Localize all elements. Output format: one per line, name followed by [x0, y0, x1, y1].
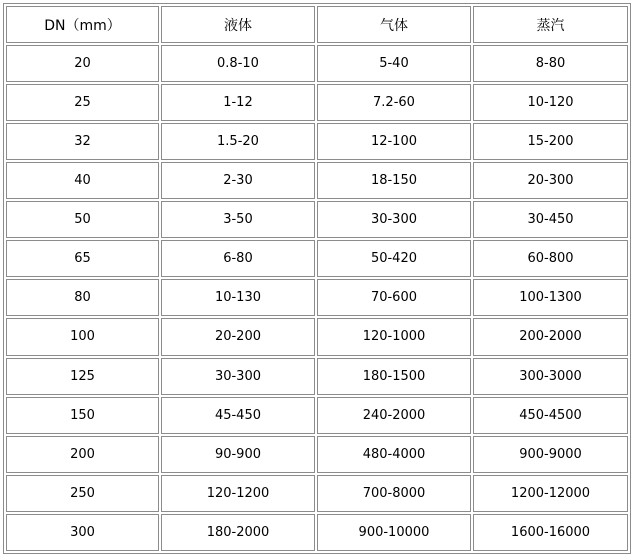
header-steam: 蒸汽	[473, 6, 628, 43]
cell-liquid: 120-1200	[161, 475, 315, 512]
cell-gas: 180-1500	[317, 358, 471, 395]
cell-steam: 20-300	[473, 162, 628, 199]
cell-dn: 50	[6, 201, 159, 238]
table-row	[6, 240, 628, 277]
cell-dn: 125	[6, 358, 159, 395]
cell-liquid: 90-900	[161, 436, 315, 473]
cell-liquid: 0.8-10	[161, 45, 315, 82]
cell-steam: 8-80	[473, 45, 628, 82]
cell-steam: 100-1300	[473, 279, 628, 316]
cell-dn: 300	[6, 514, 159, 551]
cell-liquid: 20-200	[161, 318, 315, 355]
cell-dn: 20	[6, 45, 159, 82]
cell-dn: 40	[6, 162, 159, 199]
cell-liquid: 45-450	[161, 397, 315, 434]
cell-gas: 50-420	[317, 240, 471, 277]
cell-liquid: 1.5-20	[161, 123, 315, 160]
cell-gas: 900-10000	[317, 514, 471, 551]
cell-steam: 15-200	[473, 123, 628, 160]
flow-range-table	[4, 4, 630, 553]
cell-gas: 5-40	[317, 45, 471, 82]
cell-steam: 60-800	[473, 240, 628, 277]
cell-dn: 100	[6, 318, 159, 355]
cell-liquid: 180-2000	[161, 514, 315, 551]
cell-liquid: 6-80	[161, 240, 315, 277]
table-row	[6, 397, 628, 434]
cell-dn: 150	[6, 397, 159, 434]
cell-liquid: 2-30	[161, 162, 315, 199]
table-header-row	[6, 6, 628, 43]
table-row	[6, 436, 628, 473]
cell-gas: 120-1000	[317, 318, 471, 355]
cell-gas: 12-100	[317, 123, 471, 160]
table-row	[6, 123, 628, 160]
cell-steam: 450-4500	[473, 397, 628, 434]
table-row	[6, 358, 628, 395]
table-row	[6, 84, 628, 121]
cell-steam: 30-450	[473, 201, 628, 238]
cell-liquid: 10-130	[161, 279, 315, 316]
cell-steam: 1600-16000	[473, 514, 628, 551]
table-row	[6, 162, 628, 199]
table-row	[6, 45, 628, 82]
cell-gas: 480-4000	[317, 436, 471, 473]
cell-steam: 10-120	[473, 84, 628, 121]
cell-gas: 240-2000	[317, 397, 471, 434]
cell-liquid: 1-12	[161, 84, 315, 121]
table-row	[6, 279, 628, 316]
cell-dn: 250	[6, 475, 159, 512]
cell-dn: 25	[6, 84, 159, 121]
cell-dn: 80	[6, 279, 159, 316]
cell-steam: 200-2000	[473, 318, 628, 355]
cell-gas: 700-8000	[317, 475, 471, 512]
cell-liquid: 3-50	[161, 201, 315, 238]
cell-liquid: 30-300	[161, 358, 315, 395]
cell-steam: 300-3000	[473, 358, 628, 395]
table-row	[6, 514, 628, 551]
flow-range-table-container	[3, 3, 631, 554]
cell-steam: 1200-12000	[473, 475, 628, 512]
cell-dn: 65	[6, 240, 159, 277]
table-row	[6, 475, 628, 512]
header-dn: DN（mm）	[6, 6, 159, 43]
cell-gas: 18-150	[317, 162, 471, 199]
cell-gas: 30-300	[317, 201, 471, 238]
header-gas: 气体	[317, 6, 471, 43]
cell-dn: 32	[6, 123, 159, 160]
header-liquid: 液体	[161, 6, 315, 43]
cell-gas: 70-600	[317, 279, 471, 316]
table-body	[6, 45, 628, 551]
cell-gas: 7.2-60	[317, 84, 471, 121]
cell-dn: 200	[6, 436, 159, 473]
cell-steam: 900-9000	[473, 436, 628, 473]
table-row	[6, 201, 628, 238]
table-row	[6, 318, 628, 355]
